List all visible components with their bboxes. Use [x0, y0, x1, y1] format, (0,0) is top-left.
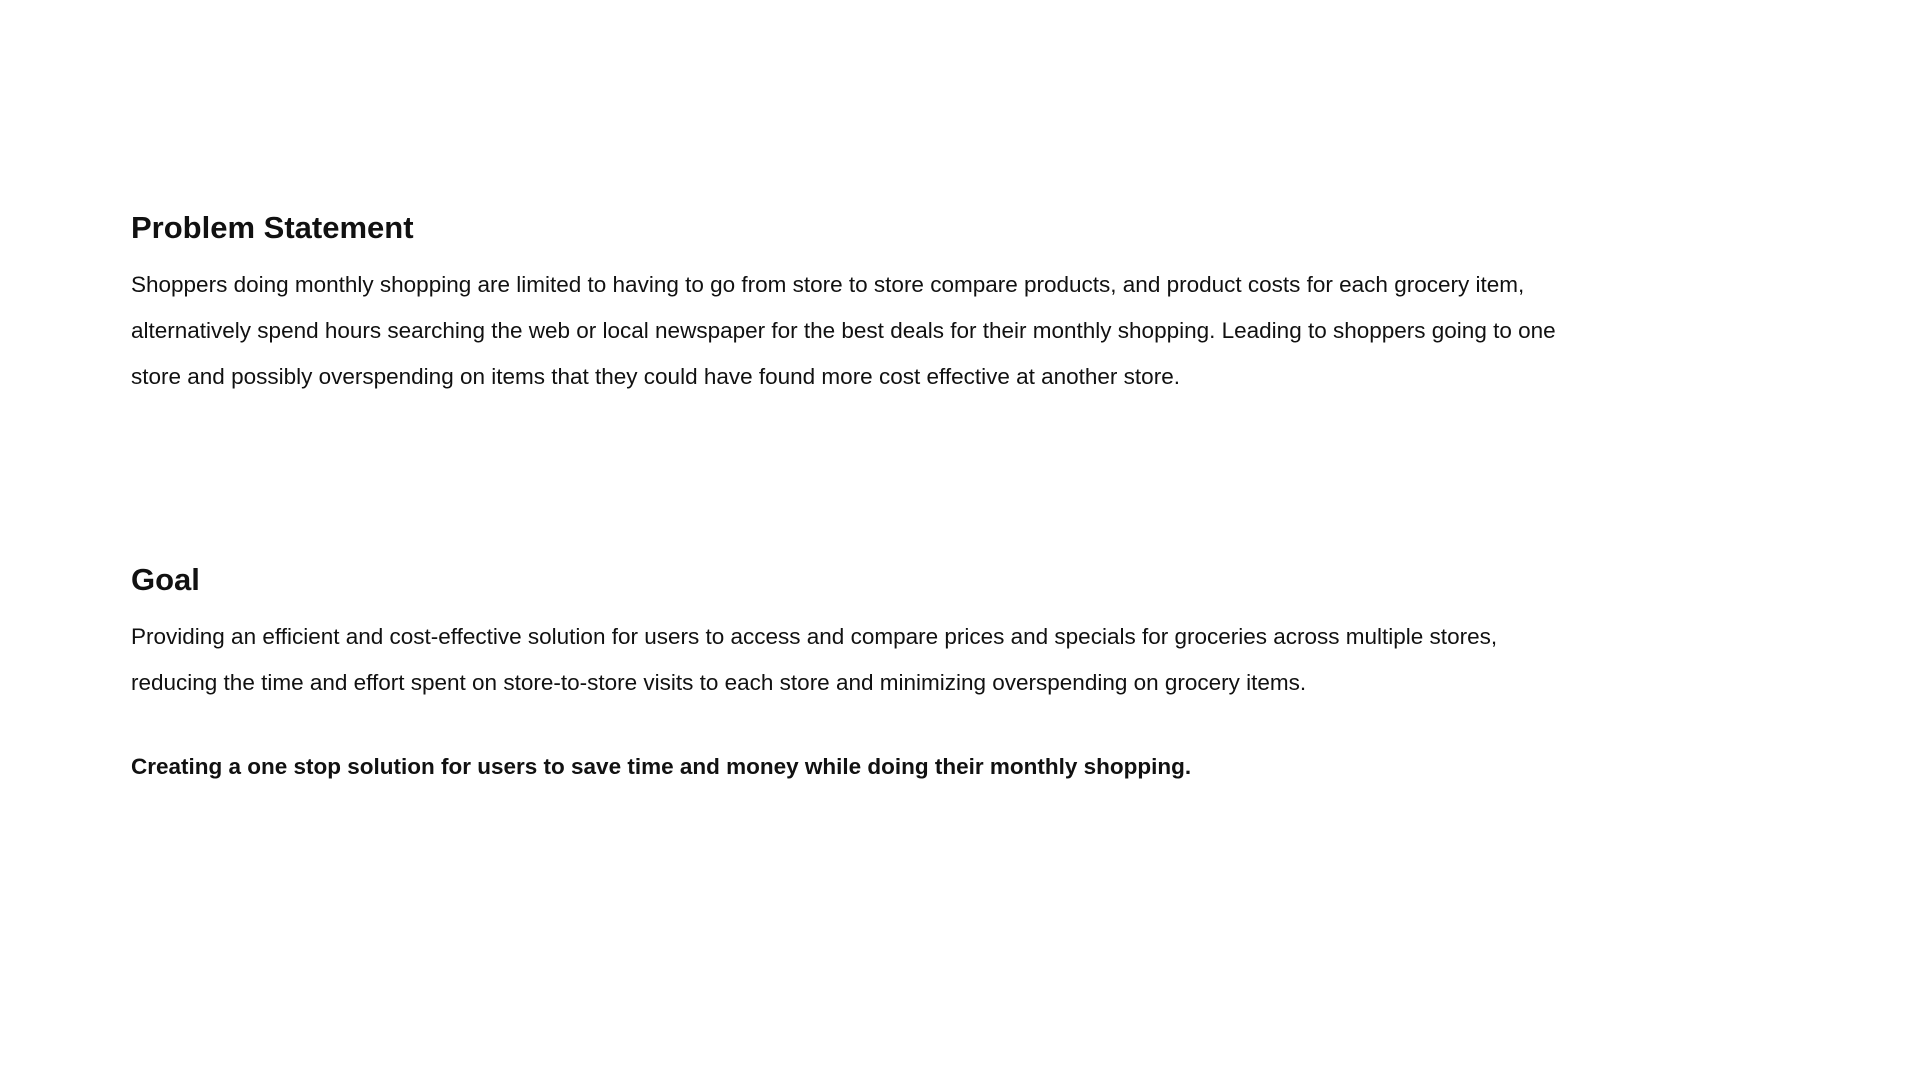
goal-text: Providing an efficient and cost-effective solution for users to access and compare prices and specials for groceries across multiple stores, reducing the time and effort spent on store-to-store visits to each store and minimizing overspending on grocery items. — [131, 624, 1498, 695]
goal-section — [131, 560, 1581, 782]
problem-statement-text: Shoppers doing monthly shopping are limited to having to go from store to store compare products, and product costs for each grocery item, alternatively spend hours searching the web or local newspaper for the best deals for their monthly shopping. Leading to shoppers going to one store and possibly overspending on items that they could have found more cost effective at another store. — [131, 272, 1556, 389]
problem-statement-heading: Problem Statement — [131, 210, 414, 245]
goal-heading: Goal — [131, 562, 200, 597]
problem-statement-section — [131, 208, 1581, 400]
goal-summary-text: Creating a one stop solution for users to save time and money while doing their monthly shopping. — [131, 754, 1192, 779]
